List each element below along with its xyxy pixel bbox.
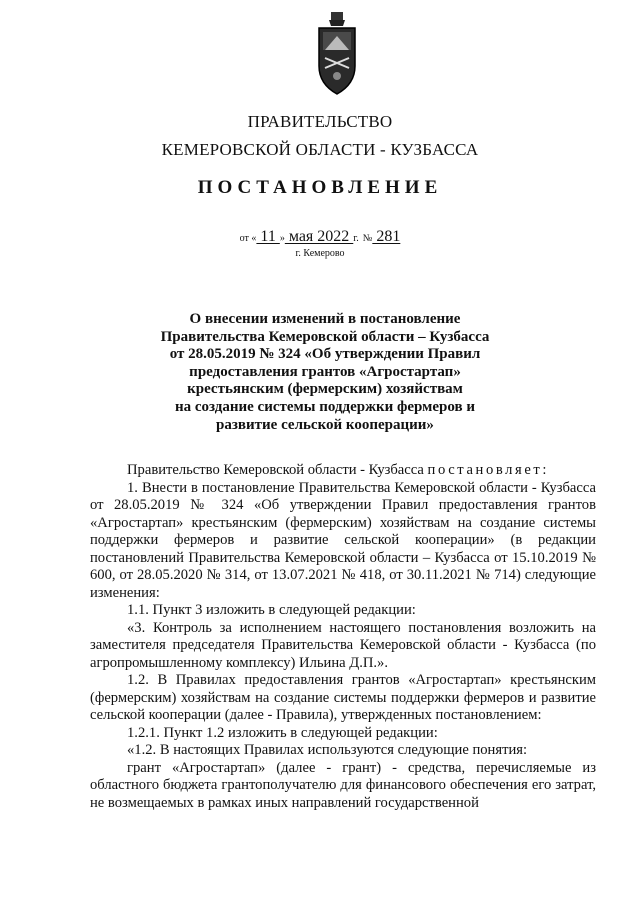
date-year-suffix: г. bbox=[353, 233, 359, 244]
date-quote-close: » bbox=[279, 233, 285, 244]
document-title bbox=[140, 311, 510, 434]
number-label: № bbox=[362, 233, 373, 244]
paragraph-1-2-1-text: «1.2. В настоящих Правилах используются следующие понятия: bbox=[127, 742, 528, 758]
paragraph-1-2: 1.2. В Правилах предоставления грантов «Агростартап» крестьянским (фермерским) хозяйствам на создание системы поддержки фермеров и развитие сельской кооперации (далее - Правила), утвержденных постановлением: bbox=[90, 672, 596, 723]
date-day: 11 bbox=[256, 228, 280, 245]
document-number: 281 bbox=[372, 228, 401, 245]
title-line: развитие сельской кооперации» bbox=[216, 416, 434, 433]
document-body bbox=[90, 462, 596, 812]
government-name-line1: ПРАВИТЕЛЬСТВО bbox=[247, 112, 393, 131]
paragraph-1-1-text: «3. Контроль за исполнением настоящего постановления возложить на заместителя председателя Правительства Кемеровской области - Кузбасса (по агропромышленному комплексу) Ильина Д.П.». bbox=[90, 619, 596, 671]
date-from-label: от « bbox=[239, 233, 257, 244]
date-number-line bbox=[0, 228, 640, 246]
title-line: О внесении изменений в постановление bbox=[189, 311, 461, 327]
paragraph-1-1: 1.1. Пункт 3 изложить в следующей редакции: bbox=[127, 602, 416, 618]
intro-spaced-verb: постановляет: bbox=[427, 462, 550, 478]
document-type-heading: ПОСТАНОВЛЕНИЕ bbox=[197, 177, 443, 198]
title-line: Правительства Кемеровской области – Кузбасса bbox=[160, 328, 490, 345]
coat-of-arms-icon bbox=[313, 10, 361, 96]
intro-text: Правительство Кемеровской области - Кузбасса bbox=[127, 462, 428, 478]
body-intro bbox=[90, 462, 596, 480]
title-line: от 28.05.2019 № 324 «Об утверждении Правил bbox=[169, 346, 481, 363]
date-month-year: мая 2022 bbox=[284, 228, 354, 245]
government-name-line2: КЕМЕРОВСКОЙ ОБЛАСТИ - КУЗБАССА bbox=[161, 140, 479, 159]
city-label: г. Кемерово bbox=[295, 248, 345, 259]
paragraph-grant-definition: грант «Агростартап» (далее - грант) - средства, перечисляемые из областного бюджета грантополучателю для финансового обеспечения его затрат, не возмещаемых в рамках иных направлений государственной bbox=[90, 759, 596, 811]
title-line: на создание системы поддержки фермеров и bbox=[174, 398, 476, 415]
paragraph-1: 1. Внести в постановление Правительства Кемеровской области - Кузбасса от 28.05.2019 № 324 «Об утверждении Правил предоставления грантов «Агростартап» крестьянским (фермерским) хозяйствам на создание системы поддержки фермеров и развитие сельской кооперации» (в редакции постановлений Правительства Кемеровской области – Кузбасса от 15.10.2019 № 600, от 28.05.2020 № 314, от 13.07.2021 № 418, от 30.11.2021 № 714) следующие изменения: bbox=[90, 479, 596, 601]
title-line: предоставления грантов «Агростартап» bbox=[189, 363, 461, 380]
title-line: крестьянским (фермерским) хозяйствам bbox=[187, 381, 463, 398]
paragraph-1-2-1: 1.2.1. Пункт 1.2 изложить в следующей редакции: bbox=[127, 724, 438, 741]
